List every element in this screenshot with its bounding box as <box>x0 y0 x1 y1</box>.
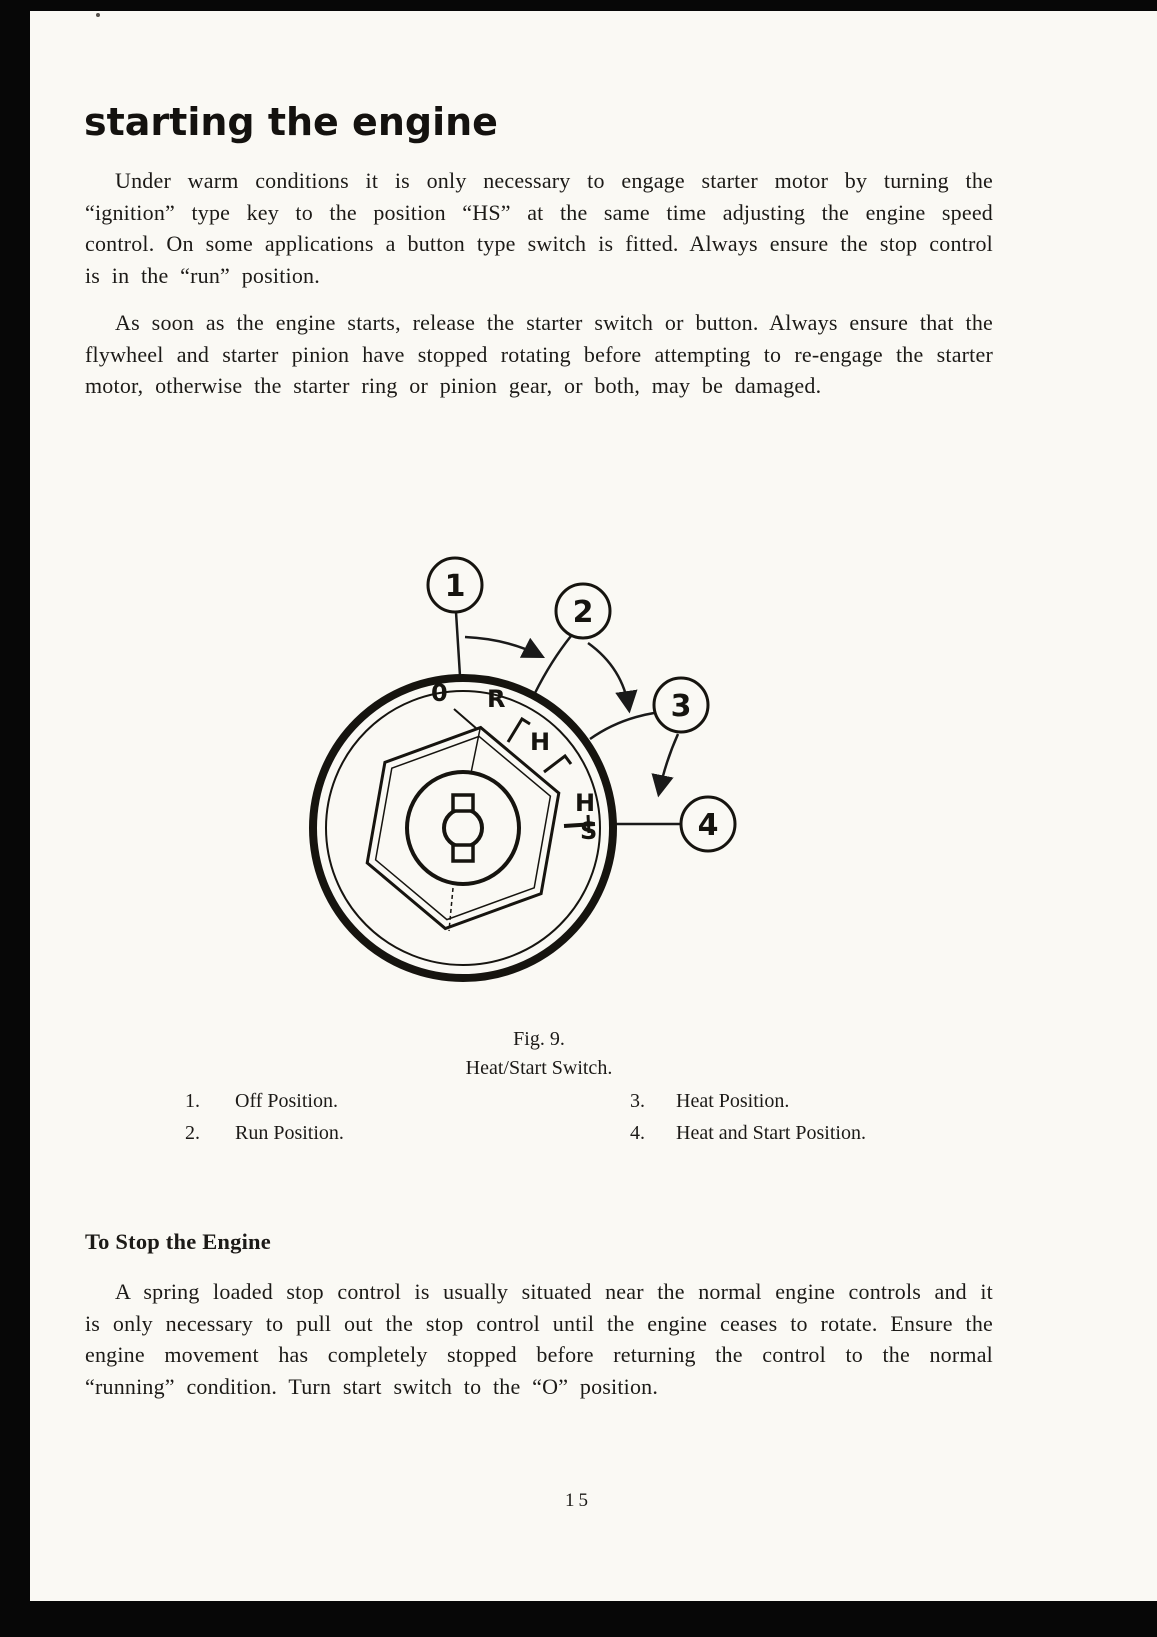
scan-edge-bottom <box>0 1601 1157 1637</box>
callout-3-line <box>590 713 654 739</box>
legend-number: 2. <box>185 1121 200 1144</box>
rotation-arrow-2 <box>588 643 629 709</box>
switch-body <box>313 678 613 978</box>
rotation-arrow-1 <box>465 637 541 656</box>
keyhole-top-tab <box>453 795 473 811</box>
keyhole <box>444 809 482 847</box>
keyhole-bottom-tab <box>453 845 473 861</box>
legend-label: Heat Position. <box>676 1090 790 1112</box>
switch-label-heatstart-h: H <box>575 789 596 817</box>
callout-3-number: 3 <box>670 689 692 724</box>
legend-label: Off Position. <box>235 1090 338 1112</box>
legend-label: Run Position. <box>235 1121 344 1144</box>
switch-label-off: 0 <box>431 679 448 707</box>
scan-edge-top <box>0 0 1157 11</box>
switch-label-heat: H <box>530 728 551 756</box>
callout-2-line <box>535 636 571 693</box>
legend-item-heat-start <box>630 1118 866 1150</box>
legend-column-right <box>630 1086 866 1149</box>
page-number: 15 <box>565 1490 592 1511</box>
callout-2-number: 2 <box>572 595 594 630</box>
section-heading-stop-engine: To Stop the Engine <box>85 1229 271 1254</box>
page-title: starting the engine <box>84 100 498 144</box>
heat-start-switch-figure <box>283 543 773 1013</box>
switch-label-heatstart-s: S <box>580 817 598 845</box>
callout-1-number: 1 <box>444 569 466 604</box>
callout-1-line <box>456 612 460 676</box>
paragraph-release-starter: As soon as the engine starts, release the starter switch or button. Always ensure that the flywheel and starter pinion have stopped rotating before attempting to re-engage the starter motor, otherwise the starter ring or pinion gear, or both, may be damaged. <box>85 310 993 398</box>
switch-label-run: R <box>487 685 506 713</box>
scan-artifact-dot <box>96 13 100 17</box>
legend-column-left <box>185 1086 630 1149</box>
heat-start-switch-diagram <box>283 543 773 1013</box>
figure-caption-number: Fig. 9. <box>513 1028 565 1050</box>
legend-number: 3. <box>630 1090 645 1112</box>
paragraph-warm-start: Under warm conditions it is only necessary to engage starter motor by turning the “ignition” type key to the position “HS” at the same time adjusting the engine speed control. On some applications a button type switch is fitted. Always ensure the stop control is in the “run” position. <box>85 168 993 288</box>
legend-item-heat <box>630 1086 866 1118</box>
legend-label: Heat and Start Position. <box>676 1121 866 1144</box>
legend-item-run <box>185 1118 630 1150</box>
legend-number: 4. <box>630 1121 645 1144</box>
figure-caption-title: Heat/Start Switch. <box>465 1057 613 1079</box>
figure-legend <box>185 1086 866 1149</box>
callout-4-number: 4 <box>697 808 719 843</box>
paragraph-stop-engine: A spring loaded stop control is usually situated near the normal engine controls and it is only necessary to pull out the stop control until the engine ceases to rotate. Ensure the engine movement has completely stopped before returning the control to the normal “running” condition. Turn start switch to the “O” position. <box>85 1279 993 1399</box>
rotation-arrow-3 <box>659 734 678 793</box>
legend-number: 1. <box>185 1090 200 1112</box>
legend-item-off <box>185 1086 630 1118</box>
scan-edge-left <box>0 0 30 1637</box>
